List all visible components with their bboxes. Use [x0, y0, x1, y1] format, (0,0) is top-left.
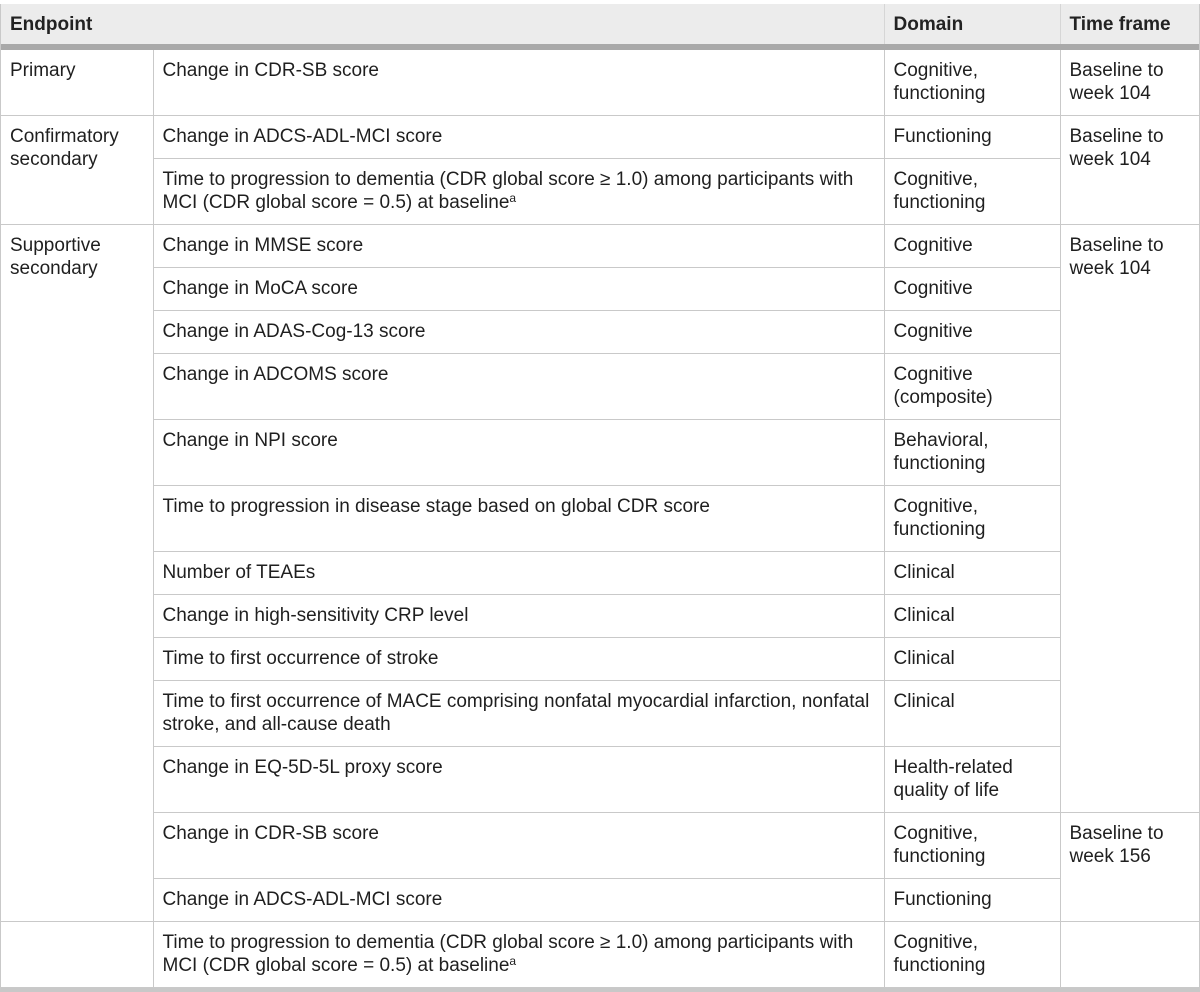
table-row — [1, 638, 1199, 681]
footnote-marker: a — [509, 191, 517, 205]
header-time-frame: Time frame — [1060, 4, 1199, 47]
header-endpoint: Endpoint — [1, 4, 884, 47]
domain-cell: Cognitive, functioning — [884, 813, 1060, 879]
footnote-marker: a — [509, 954, 517, 968]
domain-cell: Cognitive, functioning — [884, 47, 1060, 116]
group-label-primary: Primary — [1, 47, 153, 116]
domain-cell: Cognitive, functioning — [884, 159, 1060, 225]
endpoint-text: Time to progression to dementia (CDR global score ≥ 1.0) among participants with MCI (CDR global score = 0.5) at baseline — [162, 169, 854, 213]
endpoint-cell: Number of TEAEs — [153, 552, 884, 595]
endpoint-cell: Change in ADCS-ADL-MCI score — [153, 879, 884, 922]
time-frame-cell: Baseline to week 156 — [1060, 813, 1199, 922]
endpoint-cell: Change in ADCS-ADL-MCI score — [153, 116, 884, 159]
table-row — [1, 354, 1199, 420]
domain-cell: Cognitive — [884, 311, 1060, 354]
table-row — [1, 268, 1199, 311]
domain-cell: Functioning — [884, 116, 1060, 159]
table-row — [1, 420, 1199, 486]
domain-cell: Clinical — [884, 638, 1060, 681]
domain-cell: Cognitive, functioning — [884, 486, 1060, 552]
endpoint-cell: Time to progression in disease stage based on global CDR score — [153, 486, 884, 552]
domain-cell: Functioning — [884, 879, 1060, 922]
domain-cell: Clinical — [884, 552, 1060, 595]
header-domain: Domain — [884, 4, 1060, 47]
endpoint-cell: Change in EQ-5D-5L proxy score — [153, 747, 884, 813]
domain-cell: Cognitive (composite) — [884, 354, 1060, 420]
table-row — [1, 747, 1199, 813]
endpoint-cell: Change in NPI score — [153, 420, 884, 486]
endpoint-cell: Change in CDR-SB score — [153, 813, 884, 879]
domain-cell: Health-related quality of life — [884, 747, 1060, 813]
endpoint-cell — [153, 922, 884, 988]
domain-cell: Clinical — [884, 595, 1060, 638]
endpoints-table — [1, 4, 1199, 988]
endpoints-table-container — [0, 4, 1200, 992]
group-label-confirmatory: Confirmatory secondary — [1, 116, 153, 225]
group-label-empty — [1, 922, 153, 988]
endpoint-cell: Change in MMSE score — [153, 225, 884, 268]
table-row — [1, 159, 1199, 225]
table-row — [1, 595, 1199, 638]
domain-cell: Cognitive, functioning — [884, 922, 1060, 988]
time-frame-cell — [1060, 922, 1199, 988]
domain-cell: Behavioral, functioning — [884, 420, 1060, 486]
table-row — [1, 47, 1199, 116]
group-label-supportive: Supportive secondary — [1, 225, 153, 922]
time-frame-cell: Baseline to week 104 — [1060, 116, 1199, 225]
endpoint-cell: Change in CDR-SB score — [153, 47, 884, 116]
table-row — [1, 813, 1199, 879]
endpoint-cell: Time to first occurrence of stroke — [153, 638, 884, 681]
time-frame-cell: Baseline to week 104 — [1060, 225, 1199, 813]
endpoint-cell: Change in ADCOMS score — [153, 354, 884, 420]
table-row — [1, 116, 1199, 159]
domain-cell: Cognitive — [884, 225, 1060, 268]
endpoint-cell: Time to first occurrence of MACE comprising nonfatal myocardial infarction, nonfatal stroke, and all-cause death — [153, 681, 884, 747]
table-row — [1, 552, 1199, 595]
table-row — [1, 486, 1199, 552]
domain-cell: Cognitive — [884, 268, 1060, 311]
table-header-row — [1, 4, 1199, 47]
table-row — [1, 922, 1199, 988]
time-frame-cell: Baseline to week 104 — [1060, 47, 1199, 116]
endpoint-cell — [153, 159, 884, 225]
table-row — [1, 879, 1199, 922]
table-row — [1, 681, 1199, 747]
table-row — [1, 311, 1199, 354]
endpoint-cell: Change in MoCA score — [153, 268, 884, 311]
endpoint-cell: Change in ADAS-Cog-13 score — [153, 311, 884, 354]
endpoint-text: Time to progression to dementia (CDR global score ≥ 1.0) among participants with MCI (CDR global score = 0.5) at baseline — [162, 932, 854, 976]
table-row — [1, 225, 1199, 268]
endpoint-cell: Change in high-sensitivity CRP level — [153, 595, 884, 638]
domain-cell: Clinical — [884, 681, 1060, 747]
